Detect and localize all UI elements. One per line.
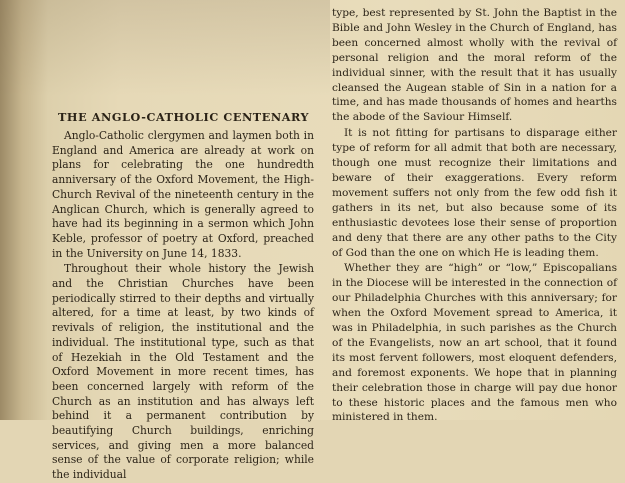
left-column: [52, 110, 314, 483]
article-title: THE ANGLO-CATHOLIC CENTENARY: [58, 110, 310, 124]
right-column: [332, 6, 617, 425]
paragraph-individual-type: type, best represented by St. John the Baptist in the Bible and John Wesley in the Church of England, has been concerned almost wholly with the revival of personal religion and the moral reform of the individual sinner, with the result that it has usually cleansed the Augean stable of Sin in a nation for a time, and has made thousands of homes and hearths the abode of the Saviour Himself.: [332, 7, 617, 124]
page-shadow: [0, 0, 330, 96]
paragraph-revivals: Throughout their whole history the Jewish and the Christian Churches have been periodically stirred to their depths and virtually altered, for a time at least, by two kinds of revivals of religion, the institutional and the individual. The institutional type, such as that of Hezekiah in the Old Testament and the Oxford Movement in more recent times, has been concerned largely with reform of the Church as an institution and has always left behind it a permanent contribution by beautifying Church buildings, enriching services, and giving men a more balanced sense of the value of corporate religion; while the individual: [52, 262, 314, 482]
paragraph-philadelphia: Whether they are “high” or “low,” Episcopalians in the Diocese will be interested in the connection of our Philadelphia Churches with this anniversary; for when the Oxford Movement spread to America, it was in Philadelphia, in such parishes as the Church of the Evangelists, now an art school, that it found its most fervent followers, most eloquent defenders, and foremost exponents. We hope that in planning their celebration those in charge will pay due honor to these historic places and the famous men who ministered in them.: [332, 262, 617, 424]
paragraph-intro: Anglo-Catholic clergymen and laymen both in England and America are already at work on plans for celebrating the one hundredth anniversary of the Oxford Movement, the High-Church Revival of the nineteenth century in the Anglican Church, which is generally agreed to have had its beginning in a sermon which John Keble, professor of poetry at Oxford, preached in the University on June 14, 1833.: [52, 129, 314, 260]
paragraph-partisans: It is not fitting for partisans to disparage either type of reform for all admit that both are necessary, though one must recognize their limitations and beware of their exaggerations. Every reform movement suffers not only from the few odd fish it gathers in its net, but also because some of its enthusiastic devotees lose their sense of proportion and deny that there are any other paths to the City of God than the one on which He is leading them.: [332, 127, 617, 259]
